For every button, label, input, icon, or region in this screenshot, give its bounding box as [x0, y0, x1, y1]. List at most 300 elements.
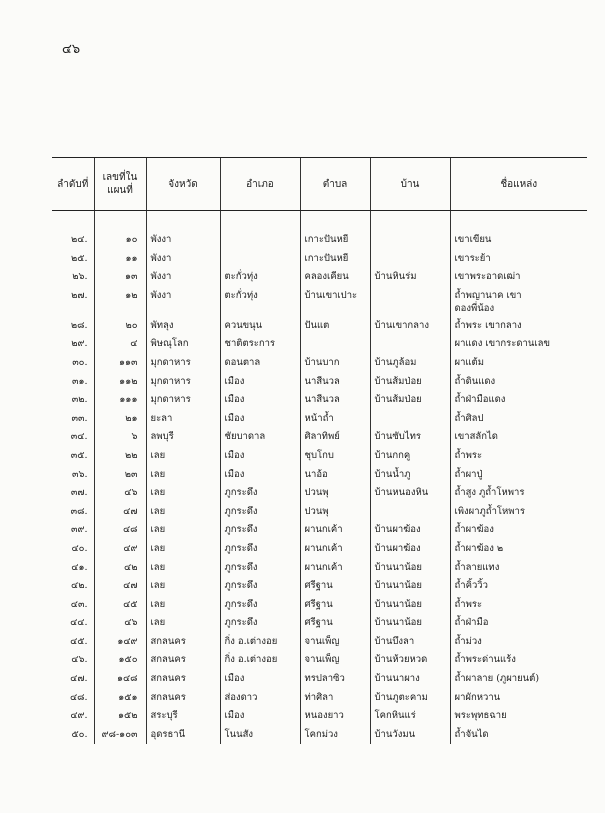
cell-site-name — [450, 317, 587, 336]
cell-map-number-text: ๑๑๓ — [118, 356, 138, 368]
cell-sequence-text: ๓๕. — [70, 449, 88, 461]
table-row — [52, 670, 587, 689]
cell-site-name-text: ผาแดง เขากระดานเลข — [454, 338, 550, 350]
cell-province-text: เลย — [150, 524, 166, 536]
cell-map-number-text: ๔๘ — [122, 524, 138, 536]
cell-map-number — [94, 540, 146, 559]
cell-site-name-text: ถ้ำสูง ภูถ้ำโหพาร — [454, 487, 525, 499]
cell-subdistrict-text: คลองเคียน — [304, 271, 349, 283]
cell-sequence-text: ๓๑. — [71, 375, 88, 387]
cell-province — [146, 614, 220, 633]
cell-site-name-text: ผาแต้ม — [454, 356, 484, 368]
cell-village-text: บ้านหินร่ม — [374, 271, 417, 283]
cell-province-text: มุกดาหาร — [150, 356, 191, 368]
cell-province — [146, 596, 220, 615]
cell-site-name-text: ถ้ำคิ้ววิ้ว — [454, 580, 488, 592]
cell-province — [146, 335, 220, 354]
table-row — [52, 521, 587, 540]
cell-village — [370, 614, 450, 633]
cell-sequence-text: ๒๕. — [71, 252, 88, 264]
cell-village-text: บ้านบึงลา — [374, 635, 415, 647]
cell-district-text: เมือง — [224, 673, 245, 685]
cell-site-name — [450, 707, 587, 726]
cell-village — [370, 268, 450, 287]
cell-province — [146, 521, 220, 540]
cell-village-text: บ้านวังมน — [374, 728, 416, 740]
cell-subdistrict — [300, 651, 370, 670]
cell-subdistrict-text: บ้านเขาเปาะ — [304, 289, 358, 301]
cell-map-number — [94, 521, 146, 540]
cell-province — [146, 633, 220, 652]
cell-sequence-text: ๔๘. — [69, 691, 88, 703]
cell-sequence-text: ๔๔. — [70, 617, 88, 629]
table-row — [52, 466, 587, 485]
cell-province — [146, 250, 220, 269]
cell-map-number — [94, 317, 146, 336]
cell-site-name — [450, 250, 587, 269]
cell-site-name-text: ผาผักหวาน — [454, 691, 501, 703]
cell-province-text: เลย — [150, 487, 166, 499]
cell-district — [220, 373, 300, 392]
cell-village-text: บ้านกกคู — [374, 449, 411, 461]
cell-village-text: บ้านห้วยหวด — [374, 654, 428, 666]
cell-sequence — [52, 670, 94, 689]
cell-map-number — [94, 268, 146, 287]
cell-subdistrict — [300, 521, 370, 540]
cell-subdistrict — [300, 428, 370, 447]
cell-province-text: เลย — [150, 505, 166, 517]
cell-sequence — [52, 577, 94, 596]
cell-province-text: มุกดาหาร — [150, 375, 191, 387]
cell-map-number-text: ๔ — [130, 338, 138, 350]
cell-village — [370, 559, 450, 578]
cell-site-name — [450, 410, 587, 429]
cell-sequence — [52, 335, 94, 354]
cell-province-text: มุกดาหาร — [150, 394, 191, 406]
cell-subdistrict-text: ศรีฐาน — [304, 580, 333, 592]
cell-site-name — [450, 614, 587, 633]
cell-village-text: บ้านผาฆ้อง — [374, 542, 421, 554]
cell-site-name — [450, 391, 587, 410]
cell-site-name — [450, 633, 587, 652]
cell-subdistrict-text: โคกม่วง — [304, 728, 338, 740]
header-sequence: ลำดับที่ — [52, 158, 94, 211]
cell-site-name — [450, 428, 587, 447]
cell-sequence — [52, 287, 94, 317]
cell-district — [220, 540, 300, 559]
cell-district — [220, 354, 300, 373]
cell-district — [220, 410, 300, 429]
header-district: อำเภอ — [220, 158, 300, 211]
cell-site-name — [450, 521, 587, 540]
table-row — [52, 577, 587, 596]
cell-district — [220, 391, 300, 410]
cell-sequence — [52, 707, 94, 726]
cell-sequence-text: ๔๖. — [71, 654, 88, 666]
cell-site-name — [450, 540, 587, 559]
cell-map-number-text: ๑๒ — [125, 289, 138, 301]
cell-map-number-text: ๔๗ — [123, 580, 138, 592]
cell-province-text: พังงา — [150, 289, 172, 301]
cell-sequence — [52, 614, 94, 633]
cell-province-text: เลย — [150, 468, 166, 480]
cell-sequence-text: ๓๓. — [71, 412, 88, 424]
cell-map-number-text: ๒๒ — [124, 449, 138, 461]
table-body — [52, 211, 587, 745]
cell-province-text: อุดรธานี — [150, 728, 186, 740]
cell-district-text: โนนสัง — [224, 728, 254, 740]
cell-village — [370, 354, 450, 373]
cell-site-name — [450, 447, 587, 466]
cell-province-text: พังงา — [150, 234, 172, 245]
cell-province-text: ลพบุรี — [150, 431, 174, 443]
cell-subdistrict — [300, 596, 370, 615]
cell-map-number — [94, 726, 146, 745]
cell-subdistrict — [300, 614, 370, 633]
cell-subdistrict — [300, 211, 370, 250]
cell-province — [146, 447, 220, 466]
cell-sequence — [52, 428, 94, 447]
cell-district-text: ชัยบาดาล — [224, 431, 266, 443]
cell-site-name — [450, 651, 587, 670]
cell-province-text: เลย — [150, 580, 166, 592]
cell-province — [146, 428, 220, 447]
cell-district — [220, 503, 300, 522]
cell-subdistrict — [300, 633, 370, 652]
cell-site-name-text: ถ้ำพระด่านแร้ง — [454, 654, 516, 666]
cell-subdistrict — [300, 466, 370, 485]
cell-village-text: โคกหินแร่ — [374, 710, 416, 722]
cell-district-text: ภูกระดึง — [224, 505, 258, 517]
cell-subdistrict — [300, 707, 370, 726]
cell-sequence-text: ๔๙. — [70, 710, 88, 722]
cell-district — [220, 466, 300, 485]
cell-sequence — [52, 354, 94, 373]
cell-subdistrict-text: ผานกเค้า — [304, 561, 343, 573]
cell-province-text: สกลนคร — [150, 635, 186, 647]
cell-map-number-text: ๔๖ — [124, 487, 138, 499]
cell-sequence — [52, 726, 94, 745]
header-village: บ้าน — [370, 158, 450, 211]
cell-district — [220, 287, 300, 317]
cell-site-name-text: ถ้ำผาลาย (ภูผายนต์) — [454, 673, 540, 685]
cell-site-name-text: ถ้ำฝ่ามือ — [454, 617, 489, 629]
cell-province — [146, 391, 220, 410]
cell-sequence-text: ๓๒. — [71, 394, 88, 406]
cell-sequence — [52, 373, 94, 392]
cell-sequence — [52, 250, 94, 269]
cell-site-name-text: พระพุทธฉาย — [454, 710, 507, 722]
cell-sequence — [52, 559, 94, 578]
cell-map-number — [94, 707, 146, 726]
cell-site-name-text: ถ้ำพระ — [454, 598, 483, 610]
cell-map-number-text: ๔๕ — [123, 598, 138, 610]
cell-sequence — [52, 211, 94, 250]
cell-map-number-text: ๔๖ — [124, 617, 138, 629]
cell-district — [220, 726, 300, 745]
cell-site-name-text: ถ้ำฝ่ามือแดง — [454, 394, 506, 406]
cell-province — [146, 559, 220, 578]
cell-district — [220, 596, 300, 615]
cell-site-name — [450, 596, 587, 615]
cell-village — [370, 410, 450, 429]
table-row — [52, 335, 587, 354]
cell-village — [370, 503, 450, 522]
cell-map-number — [94, 689, 146, 708]
cell-site-name — [450, 559, 587, 578]
cell-sequence — [52, 521, 94, 540]
cell-district-text: ภูกระดึง — [224, 487, 258, 499]
cell-district-text: ตะกั่วทุ่ง — [224, 271, 258, 283]
cell-province-text: เลย — [150, 598, 166, 610]
cell-village — [370, 391, 450, 410]
cell-subdistrict — [300, 689, 370, 708]
cell-district — [220, 670, 300, 689]
cell-village — [370, 577, 450, 596]
table-row — [52, 211, 587, 250]
cell-province-text: พังงา — [150, 271, 172, 283]
cell-map-number — [94, 211, 146, 250]
cell-village — [370, 335, 450, 354]
cell-district — [220, 521, 300, 540]
cell-village-text: บ้านนาผาง — [374, 673, 420, 685]
table-row — [52, 317, 587, 336]
cell-subdistrict — [300, 410, 370, 429]
cell-map-number — [94, 287, 146, 317]
cell-subdistrict-text: ศรีฐาน — [304, 617, 333, 629]
cell-map-number — [94, 354, 146, 373]
cell-subdistrict-text: ปวนพุ — [304, 487, 329, 499]
table-row — [52, 250, 587, 269]
cell-sequence-text: ๓๗. — [70, 487, 88, 499]
cell-province — [146, 410, 220, 429]
cell-sequence — [52, 317, 94, 336]
cell-village-text: บ้านเขากลาง — [374, 319, 429, 331]
cell-site-name — [450, 577, 587, 596]
table-row — [52, 651, 587, 670]
cell-district-text: ชาติตระการ — [224, 338, 276, 350]
cell-village — [370, 428, 450, 447]
cell-subdistrict — [300, 268, 370, 287]
cell-map-number — [94, 373, 146, 392]
cell-district — [220, 447, 300, 466]
cell-subdistrict — [300, 447, 370, 466]
cell-province — [146, 726, 220, 745]
cell-district — [220, 335, 300, 354]
table-row — [52, 503, 587, 522]
cell-sequence-text: ๓๘. — [70, 505, 88, 517]
cell-district-text: กิ่ง อ.เต่างอย — [224, 654, 278, 666]
cell-subdistrict-text: นาอ้อ — [304, 468, 328, 480]
cell-map-number — [94, 391, 146, 410]
cell-sequence-text: ๔๕. — [70, 635, 88, 647]
cell-site-name — [450, 287, 587, 317]
table-row — [52, 391, 587, 410]
cell-district-text: เมือง — [224, 449, 245, 461]
cell-sequence — [52, 410, 94, 429]
cell-subdistrict — [300, 540, 370, 559]
cell-map-number — [94, 250, 146, 269]
cell-province — [146, 287, 220, 317]
cell-map-number — [94, 447, 146, 466]
cell-map-number-text: ๒๓ — [124, 468, 138, 480]
cell-district — [220, 268, 300, 287]
cell-sequence-text: ๔๑. — [71, 561, 88, 573]
cell-province-text: สกลนคร — [150, 654, 186, 666]
cell-village-text: บ้านส้มป่อย — [374, 394, 422, 406]
cell-province — [146, 540, 220, 559]
cell-site-name-text: เพิงผาภูถ้ำโหพาร — [454, 505, 525, 517]
cell-subdistrict-text: ปวนพุ — [304, 505, 329, 517]
cell-province-text: ยะลา — [150, 412, 173, 424]
cell-province-text: พัทลุง — [150, 319, 174, 331]
cell-map-number-text: ๑๕๐ — [118, 654, 138, 666]
table-row — [52, 689, 587, 708]
cell-sequence-text: ๒๙. — [71, 338, 88, 350]
cell-site-name-text: ถ้ำผาฆ้อง — [454, 524, 494, 536]
cell-site-name — [450, 354, 587, 373]
cell-sequence — [52, 447, 94, 466]
cell-map-number-text: ๙๘-๑๐๓ — [101, 728, 138, 740]
cell-village — [370, 521, 450, 540]
cell-site-name — [450, 335, 587, 354]
table-row — [52, 707, 587, 726]
cell-sequence-text: ๕๐. — [71, 728, 88, 740]
cell-subdistrict-text: ท่าศิลา — [304, 691, 334, 703]
cell-site-name-text: ถ้ำผาฆ้อง ๒ — [454, 542, 504, 554]
cell-province — [146, 484, 220, 503]
cell-subdistrict-text: ศรีฐาน — [304, 598, 333, 610]
cell-province — [146, 373, 220, 392]
cell-subdistrict — [300, 373, 370, 392]
cell-subdistrict — [300, 559, 370, 578]
table-row — [52, 614, 587, 633]
cell-province — [146, 670, 220, 689]
cell-subdistrict-text: ผานกเค้า — [304, 524, 343, 536]
cell-site-name-text: ถ้ำศิลป — [454, 412, 484, 424]
cell-district-text: ดอนตาล — [224, 356, 261, 368]
cell-district — [220, 211, 300, 250]
cell-village — [370, 447, 450, 466]
cell-map-number — [94, 503, 146, 522]
cell-sequence — [52, 689, 94, 708]
cell-map-number-text: ๔๒ — [124, 561, 138, 573]
table-row — [52, 633, 587, 652]
cell-site-name-text: ถ้ำจันได — [454, 728, 489, 740]
cell-subdistrict — [300, 335, 370, 354]
cell-district-text: ภูกระดึง — [224, 524, 258, 536]
cell-village-text: บ้านนาน้อย — [374, 598, 422, 610]
cell-subdistrict-text: หน้าถ้ำ — [304, 412, 334, 424]
cell-village — [370, 287, 450, 317]
cell-sequence-text: ๒๖. — [72, 271, 88, 283]
cell-map-number — [94, 596, 146, 615]
cell-site-name-text: เขาพระอาดเฒ่า — [454, 271, 521, 283]
cell-map-number-text: ๒๑ — [125, 412, 138, 424]
cell-province — [146, 577, 220, 596]
cell-subdistrict — [300, 503, 370, 522]
cell-site-name-text: ถ้ำพญานาค เขา ดองพี่น้อง — [454, 289, 522, 314]
cell-district — [220, 707, 300, 726]
cell-site-name — [450, 211, 587, 250]
cell-village — [370, 540, 450, 559]
cell-province — [146, 466, 220, 485]
cell-subdistrict-text: นาสีนวล — [304, 375, 340, 387]
cell-village-text: บ้านภูล้อม — [374, 356, 417, 368]
cell-map-number-text: ๔๙ — [123, 542, 138, 554]
cell-district-text: ภูกระดึง — [224, 542, 258, 554]
cell-sequence-text: ๓๐. — [72, 356, 88, 368]
cell-map-number-text: ๑๑๒ — [119, 375, 138, 387]
cell-village-text: บ้านซับไทร — [374, 431, 421, 443]
cell-map-number-text: ๑๔๙ — [117, 635, 138, 647]
cell-village-text: บ้านภูตะคาม — [374, 691, 428, 703]
cell-site-name — [450, 268, 587, 287]
cell-village — [370, 466, 450, 485]
cell-sequence — [52, 651, 94, 670]
cell-sequence-text: ๔๗. — [70, 673, 88, 685]
cell-district-text: ตะกั่วทุ่ง — [224, 289, 258, 301]
cell-district — [220, 689, 300, 708]
cell-map-number — [94, 614, 146, 633]
page-number: ๔๖ — [62, 42, 81, 57]
cell-subdistrict — [300, 354, 370, 373]
cell-province — [146, 651, 220, 670]
cell-site-name-text: ถ้ำลายแทง — [454, 561, 500, 573]
table-row — [52, 484, 587, 503]
cell-site-name-text: ถ้ำดินแดง — [454, 375, 496, 387]
cell-province-text: เลย — [150, 617, 166, 629]
cell-site-name — [450, 466, 587, 485]
cell-site-name — [450, 670, 587, 689]
cell-subdistrict-text: จานเพ็ญ — [304, 635, 340, 647]
site-table-container — [52, 157, 587, 744]
cell-sequence — [52, 391, 94, 410]
header-site-name: ชื่อแหล่ง — [450, 158, 587, 211]
table-row — [52, 559, 587, 578]
cell-subdistrict-text: จานเพ็ญ — [304, 654, 340, 666]
cell-sequence-text: ๔๒. — [71, 580, 88, 592]
cell-province — [146, 317, 220, 336]
table-row — [52, 447, 587, 466]
cell-district — [220, 559, 300, 578]
cell-district-text: ภูกระดึง — [224, 561, 258, 573]
cell-site-name-text: เขาระย้า — [454, 252, 491, 264]
cell-sequence-text: ๒๘. — [70, 319, 88, 331]
header-subdistrict: ตำบล — [300, 158, 370, 211]
table-row — [52, 268, 587, 287]
cell-village-text: บ้านนาน้อย — [374, 617, 422, 629]
cell-map-number — [94, 466, 146, 485]
cell-district-text: เมือง — [224, 412, 245, 424]
cell-map-number-text: ๑๑ — [125, 252, 138, 264]
cell-map-number-text: ๔๗ — [123, 505, 138, 517]
cell-sequence — [52, 484, 94, 503]
cell-province-text: เลย — [150, 561, 166, 573]
cell-subdistrict-text: หนองยาว — [304, 710, 344, 722]
cell-province — [146, 354, 220, 373]
cell-site-name — [450, 503, 587, 522]
cell-village-text: บ้านน้ำภู — [374, 468, 411, 480]
cell-subdistrict-text: ผานกเค้า — [304, 542, 343, 554]
cell-province-text: สกลนคร — [150, 691, 186, 703]
cell-map-number-text: ๑๓ — [124, 271, 138, 283]
cell-province-text: เลย — [150, 542, 166, 554]
cell-sequence — [52, 596, 94, 615]
cell-subdistrict-text: บ้านบาก — [304, 356, 340, 368]
cell-province — [146, 689, 220, 708]
cell-district — [220, 250, 300, 269]
